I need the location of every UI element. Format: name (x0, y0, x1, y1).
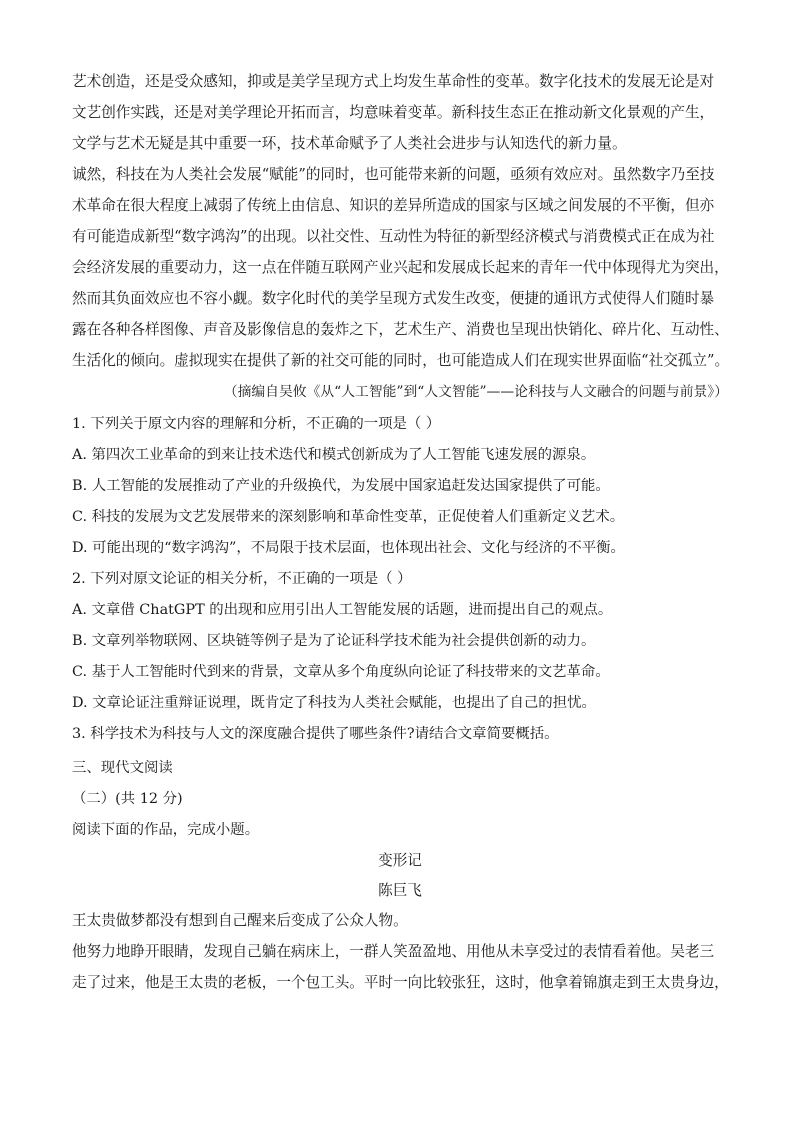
option-a: A. 第四次工业革命的到来让技术迭代和模式创新成为了人工智能飞速发展的源泉。 (72, 447, 596, 463)
option-c: C. 基于人工智能时代到来的背景，文章从多个角度纵向论证了科技带来的文艺革命。 (72, 664, 610, 680)
question-1 (72, 414, 728, 569)
text-line: 有可能造成新型“数字鸿沟”的出现。以社交性、互动性为特征的新型经济模式与消费模式正在成为社 (72, 228, 715, 245)
question-3: 3. 科学技术为科技与人文的深度融合提供了哪些条件?请结合文章简要概括。 (72, 726, 559, 742)
text-line: 走了过来，他是王太贵的老板，一个包工头。平时一向比较张狂，这时，他拿着锦旗走到王太贵身边， (72, 974, 729, 991)
question-stem: 2. 下列对原文论证的相关分析，不正确的一项是（ ） (72, 571, 412, 587)
text-line: 露在各种各样图像、声音及影像信息的轰炸之下，艺术生产、消费也呈现出快销化、碎片化、互动性、 (72, 321, 729, 338)
text-line: 文艺创作实践，还是对美学理论开拓而言，均意味着变革。新科技生态正在推动新文化景观的产生， (72, 104, 715, 121)
text-line: 然而其负面效应也不容小觑。数字化时代的美学呈现方式发生改变，便捷的通讯方式使得人们随时暴 (72, 290, 715, 307)
text-line: 王太贵做梦都没有想到自己醒来后变成了公众人物。 (72, 912, 408, 929)
instruction-text: 阅读下面的作品，完成小题。 (72, 822, 260, 838)
story-title: 变形记 (378, 852, 422, 869)
text-line: 生活化的倾向。虚拟现实在提供了新的社交可能的同时，也可能造成人们在现实世界面临“社交孤立”。 (72, 352, 730, 369)
option-b: B. 文章列举物联网、区块链等例子是为了论证科学技术能为社会提供创新的动力。 (72, 633, 596, 649)
paragraph-tech-revolution (72, 72, 728, 165)
subsection-heading: （二）(共 12 分) (72, 791, 183, 807)
text-line: 会经济发展的重要动力，这一点在伴随互联网产业兴起和发展成长起来的青年一代中体现得尤为突出， (72, 259, 729, 276)
source-citation: （摘编自吴攸《从“人工智能”到“人文智能”——论科技与人文融合的问题与前景》） (223, 384, 728, 400)
option-b: B. 人工智能的发展推动了产业的升级换代，为发展中国家追赶发达国家提供了可能。 (72, 478, 610, 494)
question-2 (72, 569, 728, 724)
section-heading: 三、现代文阅读 (72, 760, 173, 776)
text-line: 术革命在很大程度上减弱了传统上由信息、知识的差异所造成的国家与区域之间发展的不平衡，但亦 (72, 197, 715, 214)
option-c: C. 科技的发展为文艺发展带来的深刻影响和革命性变革，正促使着人们重新定义艺术。 (72, 509, 625, 525)
story-author: 陈巨飞 (378, 882, 422, 899)
text-line: 文学与艺术无疑是其中重要一环，技术革命赋予了人类社会进步与认知迭代的新力量。 (72, 135, 627, 152)
paragraph-digital-divide (72, 165, 728, 382)
story-body (72, 911, 728, 1004)
option-a: A. 文章借 ChatGPT 的出现和应用引出人工智能发展的话题，进而提出自己的观点。 (72, 602, 613, 618)
text-line: 艺术创造，还是受众感知，抑或是美学呈现方式上均发生革命性的变革。数字化技术的发展无论是对 (72, 73, 715, 90)
option-d: D. 文章论证注重辩证说理，既肯定了科技为人类社会赋能，也提出了自己的担忧。 (72, 695, 596, 711)
question-stem: 1. 下列关于原文内容的理解和分析，不正确的一项是（ ） (72, 416, 441, 432)
text-line: 他努力地睁开眼睛，发现自己躺在病床上，一群人笑盈盈地、用他从未享受过的表情看着他。吴老三 (72, 943, 715, 960)
option-d: D. 可能出现的“数字鸿沟”，不局限于技术层面，也体现出社会、文化与经济的不平衡。 (72, 540, 625, 556)
text-line: 诚然，科技在为人类社会发展“赋能”的同时，也可能带来新的问题，亟须有效应对。虽然数字乃至技 (72, 166, 715, 183)
document-page (72, 72, 728, 1004)
